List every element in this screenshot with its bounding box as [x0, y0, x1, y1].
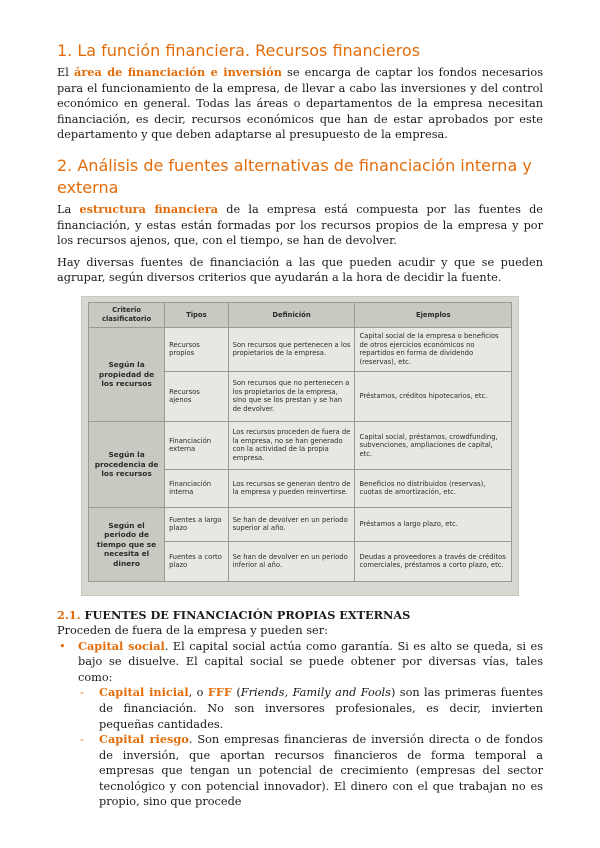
- text-run: ) son las primeras fuentes de financiación. No son inversores profesionales, es decir, invierten pequeñas cantidades.: [99, 686, 544, 731]
- tipo-cell: Fuentes a largo plazo: [165, 507, 228, 541]
- definicion-cell: Son recursos que pertenecen a los propietarios de la empresa.: [228, 327, 355, 371]
- text-run: de la empresa está compuesta por las fuentes de financiación, y estas están formadas por los recursos propios de la empresa y por los recursos ajenos, que, con el tiempo, se han de devolver.: [57, 202, 543, 248]
- highlight-term: FFF: [207, 685, 232, 700]
- highlight-term: estructura financiera: [79, 201, 219, 216]
- section-2-1-title: [57, 608, 543, 623]
- text-run: (: [231, 686, 241, 700]
- section-1-title: 1. La función financiera. Recursos financieros: [57, 41, 421, 60]
- section-2-1-intro: Proceden de fuera de la empresa y pueden ser:: [57, 623, 328, 637]
- document-page: [57, 40, 543, 810]
- sub-list-item: [78, 685, 543, 732]
- table-row: [89, 421, 512, 469]
- highlight-term: área de financiación e inversión: [74, 65, 282, 79]
- dash-icon: -: [80, 686, 84, 700]
- definicion-cell: Se han de devolver en un periodo inferior al año.: [228, 541, 355, 581]
- tipo-cell: Recursos propios: [165, 327, 228, 371]
- tipo-cell: Recursos ajenos: [165, 371, 228, 421]
- criterio-cell: Según la propiedad de los recursos: [89, 327, 165, 421]
- definicion-cell: Se han de devolver en un periodo superior al año.: [228, 507, 355, 541]
- text-run: El: [57, 66, 74, 79]
- table-header-row: [89, 302, 512, 327]
- text-run: , o: [188, 686, 208, 700]
- highlight-term: Capital riesgo: [99, 732, 189, 747]
- text-run: . El capital social actúa como garantía. Si es alto se queda, si es bajo se disuelve. El capital social se puede obtener por diversas vías, tales como:: [78, 639, 543, 684]
- definicion-cell: Los recursos se generan dentro de la empresa y pueden reinvertirse.: [228, 469, 355, 507]
- bullet-list: [57, 639, 543, 811]
- definicion-cell: Son recursos que no pertenecen a los propietarios de la empresa, sino que se los prestan y se han de devolver.: [228, 371, 355, 421]
- section-2-title: 2. Análisis de fuentes alternativas de financiación interna y externa: [57, 155, 532, 197]
- header-ejemplos: Ejemplos: [355, 302, 512, 327]
- tipo-cell: Financiación interna: [165, 469, 228, 507]
- highlight-term: Capital inicial: [99, 685, 189, 700]
- ejemplos-cell: Beneficios no distribuidos (reservas), cuotas de amortización, etc.: [355, 469, 512, 507]
- header-criterio: Criterio clasificatorio: [89, 302, 165, 327]
- sub-list: [78, 685, 543, 810]
- ejemplos-cell: Deudas a proveedores a través de créditos comerciales, préstamos a corto plazo, etc.: [355, 541, 512, 581]
- tipo-cell: Fuentes a corto plazo: [165, 541, 228, 581]
- sub-list-item: [78, 732, 543, 810]
- financing-sources-table: [88, 302, 512, 582]
- section-number: 2.1.: [57, 607, 81, 622]
- section-2-paragraph-2: Hay diversas fuentes de financiación a las que pueden acudir y que se pueden agrupar, según diversos criterios que ayudarán a la hora de decidir la fuente.: [57, 255, 543, 285]
- definicion-cell: Los recursos proceden de fuera de la empresa, no se han generado con la actividad de la propia empresa.: [228, 421, 355, 469]
- list-item: [57, 639, 543, 811]
- ejemplos-cell: Capital social de la empresa o beneficios de otros ejercicios económicos no repartidos en forma de dividendo (reservas), etc.: [355, 327, 512, 371]
- italic-text: Friends, Family and Fools: [240, 686, 391, 700]
- header-tipos: Tipos: [165, 302, 228, 327]
- table-row: [89, 327, 512, 371]
- header-definicion: Definición: [228, 302, 355, 327]
- text-run: se encarga de captar los fondos necesarios para el funcionamiento de la empresa, de llevar a cabo las inversiones y del control económico en general. Todas las áreas o departamentos de la empresa necesitan financiación, es decir, recursos económicos que han de estar aprobados por este departamento y que deben adaptarse al presupuesto de la empresa.: [57, 66, 543, 142]
- ejemplos-cell: Capital social, préstamos, crowdfunding, subvenciones, ampliaciones de capital, etc.: [355, 421, 512, 469]
- table-row: [89, 507, 512, 541]
- ejemplos-cell: Préstamos a largo plazo, etc.: [355, 507, 512, 541]
- text-run: . Son empresas financieras de inversión directa o de fondos de inversión, que aportan recursos financieros de forma temporal a empresas que tengan un potencial de crecimiento (empresas del sector tecnológico y con potencial innovador). El dinero con el que trabajan no es propio, sino que procede: [99, 733, 544, 809]
- text-run: La: [57, 202, 80, 216]
- criterio-cell: Según la procedencia de los recursos: [89, 421, 165, 507]
- section-title-text: FUENTES DE FINANCIACIÓN PROPIAS EXTERNAS: [80, 607, 411, 622]
- ejemplos-cell: Préstamos, créditos hipotecarios, etc.: [355, 371, 512, 421]
- section-1-paragraph: [57, 65, 543, 143]
- financing-sources-table-photo: [81, 296, 519, 596]
- highlight-term: Capital social: [78, 638, 165, 653]
- criterio-cell: Según el periodo de tiempo que se necesita el dinero: [89, 507, 165, 581]
- dash-icon: -: [80, 733, 84, 747]
- bullet-icon: •: [59, 639, 66, 653]
- tipo-cell: Financiación externa: [165, 421, 228, 469]
- section-2-paragraph-1: [57, 202, 543, 249]
